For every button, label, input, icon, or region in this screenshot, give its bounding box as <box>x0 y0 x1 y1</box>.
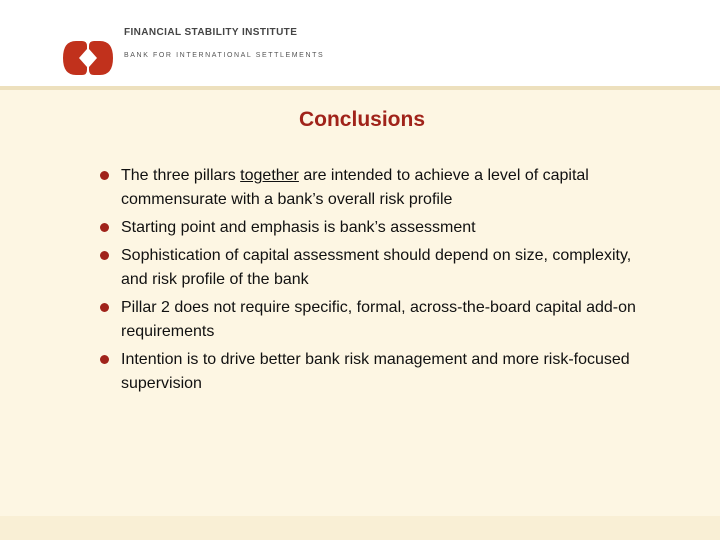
bullet-list <box>100 164 660 400</box>
bullet-dot-icon <box>100 355 109 364</box>
bis-logo-icon <box>60 38 116 78</box>
bullet-dot-icon <box>100 171 109 180</box>
bullet-item <box>100 296 660 344</box>
bullet-text-start: The three pillars <box>121 167 241 184</box>
bullet-dot-icon <box>100 223 109 232</box>
org-name: FINANCIAL STABILITY INSTITUTE <box>124 27 298 38</box>
bullet-text-end: are intended to achieve a level of capital commensurate with a bank’s overall risk profile <box>121 167 589 208</box>
bullet-dot-icon <box>100 303 109 312</box>
bullet-item <box>100 216 660 240</box>
bullet-item <box>100 164 660 212</box>
bullet-dot-icon <box>100 251 109 260</box>
bullet-text-emphasis: together <box>240 167 299 184</box>
org-subtitle: BANK FOR INTERNATIONAL SETTLEMENTS <box>124 52 325 59</box>
header <box>0 0 720 86</box>
bullet-text: Sophistication of capital assessment should depend on size, complexity, and risk profile of the bank <box>121 247 632 288</box>
slide-title: Conclusions <box>298 108 425 131</box>
bullet-text: Starting point and emphasis is bank’s assessment <box>121 219 476 236</box>
bullet-item <box>100 244 660 292</box>
header-divider <box>0 86 720 90</box>
bullet-item <box>100 348 660 396</box>
bullet-text: Intention is to drive better bank risk management and more risk-focused supervision <box>121 351 630 392</box>
footer-band <box>0 516 720 540</box>
bullet-text: Pillar 2 does not require specific, formal, across-the-board capital add-on requirements <box>121 299 636 340</box>
